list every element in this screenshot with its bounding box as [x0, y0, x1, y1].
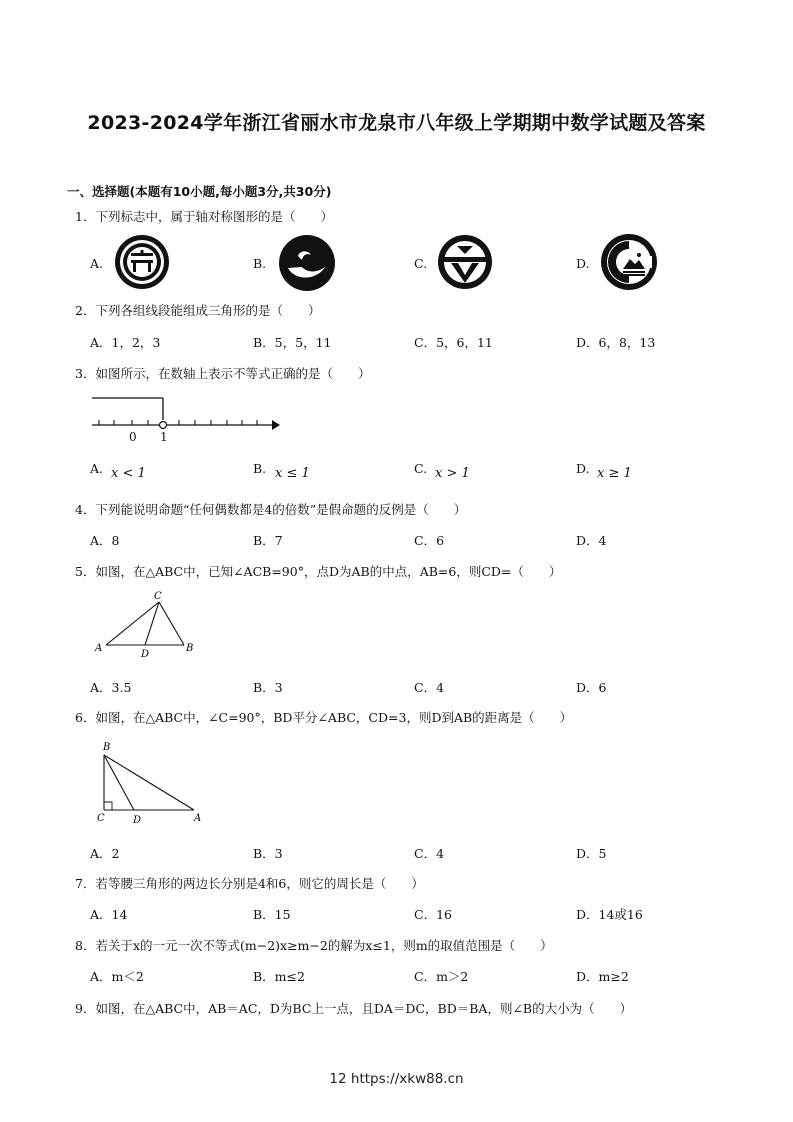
q2-option-d: D．6，8，13 [576, 335, 656, 350]
triangle-figure-q6 [94, 740, 209, 828]
q3-option-c-math: x > 1 [435, 466, 470, 481]
label-a: A [194, 813, 202, 824]
q5-option-b: B．3 [253, 680, 283, 695]
logo-swirl-icon [278, 234, 336, 292]
logo-shield-icon [436, 233, 494, 291]
question-6-stem: 6．如图，在△ABC中，∠C=90°，BD平分∠ABC，CD=3，则D到AB的距离是（ ） [75, 710, 573, 725]
question-2-stem: 2．下列各组线段能组成三角形的是（ ） [75, 303, 321, 318]
q6-option-d: D．5 [576, 846, 607, 861]
q5-option-d: D．6 [576, 680, 607, 695]
label-c: C [154, 591, 162, 602]
q8-option-b: B．m≤2 [253, 969, 305, 984]
q3-option-b: B. [253, 461, 267, 476]
label-a: A [95, 643, 103, 654]
q6-option-b: B．3 [253, 846, 283, 861]
q3-option-a: A. [90, 461, 104, 476]
q5-option-c: C．4 [414, 680, 445, 695]
q1-option-a: A. [90, 256, 104, 271]
number-line-figure [92, 393, 282, 445]
q3-option-c: C. [414, 461, 428, 476]
q8-option-a: A．m＜2 [90, 969, 144, 984]
label-d: D [133, 815, 142, 826]
q4-option-d: D．4 [576, 533, 607, 548]
q4-option-c: C．6 [414, 533, 445, 548]
q2-option-c: C．5，6，11 [414, 335, 493, 350]
q1-option-b: B. [253, 256, 267, 271]
q2-option-b: B．5，5，11 [253, 335, 332, 350]
tick-label-1: 1 [160, 430, 168, 444]
question-1-stem: 1．下列标志中，属于轴对称图形的是（ ） [75, 209, 333, 224]
q1-option-c: C. [414, 256, 428, 271]
q3-option-a-math: x < 1 [111, 466, 146, 481]
q1-option-d: D. [576, 256, 590, 271]
question-8-stem: 8．若关于x的一元一次不等式(m−2)x≥m−2的解为x≤1，则m的取值范围是（ ） [75, 938, 553, 953]
q4-option-a: A．8 [90, 533, 120, 548]
q7-option-a: A．14 [90, 907, 128, 922]
q8-option-c: C．m＞2 [414, 969, 469, 984]
label-b: B [186, 643, 194, 654]
q7-option-b: B．15 [253, 907, 291, 922]
question-5-stem: 5．如图，在△ABC中，已知∠ACB=90°，点D为AB的中点，AB=6，则CD=（ ） [75, 564, 562, 579]
q5-option-a: A．3.5 [90, 680, 132, 695]
q3-option-d-math: x ≥ 1 [597, 466, 632, 481]
q6-option-c: C．4 [414, 846, 445, 861]
label-b: B [103, 742, 111, 753]
q7-option-d: D．14或16 [576, 907, 643, 922]
q3-option-d: D. [576, 461, 590, 476]
q6-option-a: A．2 [90, 846, 120, 861]
q3-option-b-math: x ≤ 1 [275, 466, 310, 481]
q7-option-c: C．16 [414, 907, 452, 922]
q4-option-b: B．7 [253, 533, 283, 548]
document-title: 2023-2024学年浙江省丽水市龙泉市八年级上学期期中数学试题及答案 [87, 112, 706, 134]
label-c: C [97, 813, 105, 824]
question-4-stem: 4．下列能说明命题“任何偶数都是4的倍数”是假命题的反例是（ ） [75, 502, 467, 517]
question-9-stem: 9．如图，在△ABC中，AB＝AC，D为BC上一点，且DA＝DC，BD＝BA，则∠B的大小为（ ） [75, 1001, 633, 1016]
question-7-stem: 7．若等腰三角形的两边长分别是4和6，则它的周长是（ ） [75, 876, 424, 891]
tick-label-0: 0 [129, 430, 137, 444]
q8-option-d: D．m≥2 [576, 969, 629, 984]
triangle-figure-q5 [94, 590, 204, 660]
logo-bank-icon [113, 233, 171, 291]
section-heading: 一、选择题(本题有10小题,每小题3分,共30分) [67, 184, 332, 199]
q2-option-a: A．1，2，3 [90, 335, 161, 350]
question-3-stem: 3．如图所示，在数轴上表示不等式正确的是（ ） [75, 366, 371, 381]
label-d: D [141, 649, 150, 660]
page-footer: 12 https://xkw88.cn [329, 1071, 464, 1087]
logo-c-mountain-icon [599, 233, 659, 291]
